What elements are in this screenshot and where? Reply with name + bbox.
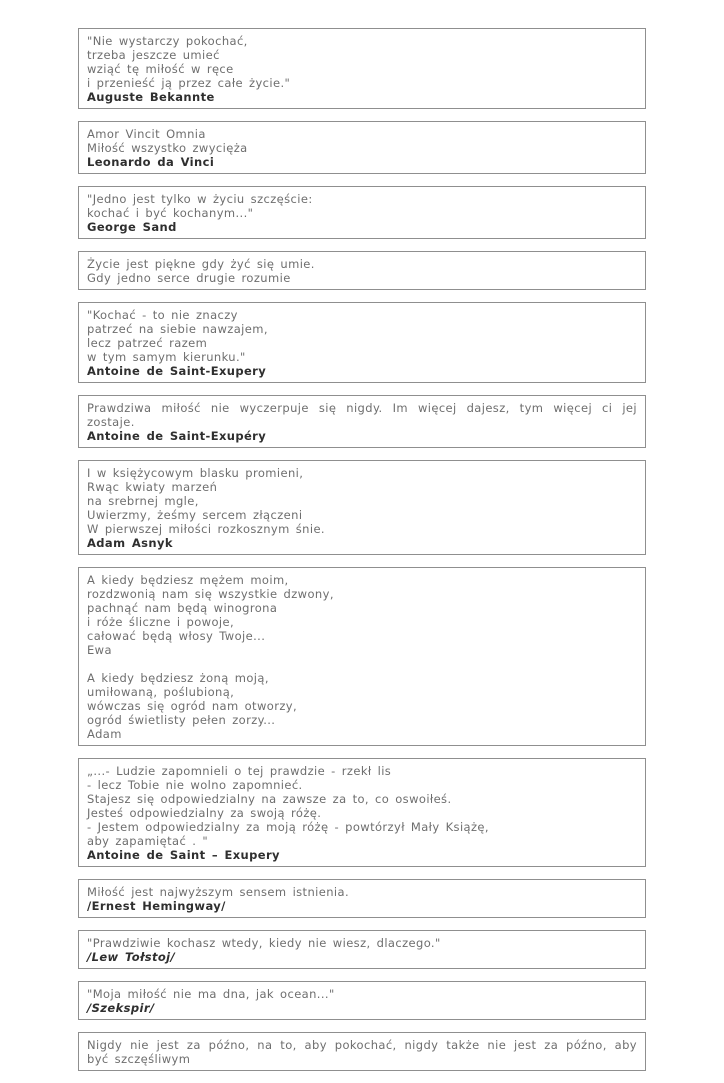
quote-line: wówczas się ogród nam otworzy, (87, 699, 298, 713)
quote-line: patrzeć na siebie nawzajem, (87, 322, 268, 336)
quote-line (87, 657, 637, 671)
quote-box (78, 879, 646, 918)
quote-author: Auguste Bekannte (87, 90, 215, 104)
quote-line: wziąć tę miłość w ręce (87, 62, 234, 76)
quote-line: "Prawdziwie kochasz wtedy, kiedy nie wiesz, dlaczego." (87, 936, 441, 950)
quote-line: trzeba jeszcze umieć (87, 48, 220, 62)
quote-box (78, 251, 646, 290)
quote-line: Nigdy nie jest za późno, na to, aby pokochać, nigdy także nie jest za późno, aby być szczęśliwym (87, 1038, 637, 1066)
quote-line: Gdy jedno serce drugie rozumie (87, 271, 291, 285)
quote-box (78, 28, 646, 109)
quote-box (78, 460, 646, 555)
quote-box (78, 758, 646, 867)
quote-line: "Jedno jest tylko w życiu szczęście: (87, 192, 313, 206)
quote-line: i róże śliczne i powoje, (87, 615, 235, 629)
quote-line: Życie jest piękne gdy żyć się umie. (87, 257, 315, 271)
quote-line: lecz patrzeć razem (87, 336, 208, 350)
quote-author: /Szekspir/ (87, 1001, 155, 1015)
quote-line: "Moja miłość nie ma dna, jak ocean..." (87, 987, 335, 1001)
quote-line: Miłość wszystko zwycięża (87, 141, 248, 155)
quote-line: i przenieść ją przez całe życie." (87, 76, 291, 90)
quote-list (78, 28, 646, 1083)
quote-line: Amor Vincit Omnia (87, 127, 206, 141)
quote-box (78, 121, 646, 174)
quote-box (78, 567, 646, 746)
quote-author: Adam Asnyk (87, 536, 173, 550)
quote-line: Prawdziwa miłość nie wyczerpuje się nigdy. Im więcej dajesz, tym więcej ci jej zostaje. (87, 401, 637, 429)
quote-line: umiłowaną, poślubioną, (87, 685, 235, 699)
quote-box (78, 981, 646, 1020)
quote-line: Stajesz się odpowiedzialny na zawsze za to, co oswoiłeś. (87, 792, 452, 806)
quote-author: Antoine de Saint – Exupery (87, 848, 280, 862)
quote-line: na srebrnej mgle, (87, 494, 199, 508)
quote-author: George Sand (87, 220, 177, 234)
quote-box (78, 395, 646, 448)
quote-line: aby zapamiętać . " (87, 834, 209, 848)
quote-line: - lecz Tobie nie wolno zapomnieć. (87, 778, 303, 792)
quote-line: A kiedy będziesz mężem moim, (87, 573, 289, 587)
quote-author: /Lew Tołstoj/ (87, 950, 176, 964)
quote-author: Antoine de Saint-Exupery (87, 364, 267, 378)
quote-line: w tym samym kierunku." (87, 350, 246, 364)
quote-line: Rwąc kwiaty marzeń (87, 480, 218, 494)
quote-line: Miłość jest najwyższym sensem istnienia. (87, 885, 350, 899)
quote-line: I w księżycowym blasku promieni, (87, 466, 304, 480)
quote-line: „...- Ludzie zapomnieli o tej prawdzie - rzekł lis (87, 764, 392, 778)
quote-line: "Nie wystarczy pokochać, (87, 34, 248, 48)
quote-author: /Ernest Hemingway/ (87, 899, 226, 913)
quote-line: kochać i być kochanym..." (87, 206, 254, 220)
quote-line: "Kochać - to nie znaczy (87, 308, 238, 322)
quote-line: rozdzwonią nam się wszystkie dzwony, (87, 587, 334, 601)
quote-line: pachnąć nam będą winogrona (87, 601, 278, 615)
quote-line: Adam (87, 727, 122, 741)
quote-box (78, 930, 646, 969)
quote-box (78, 1032, 646, 1071)
quote-box (78, 186, 646, 239)
quote-line: całować będą włosy Twoje... (87, 629, 266, 643)
quote-box (78, 302, 646, 383)
quote-author: Antoine de Saint-Exupéry (87, 429, 267, 443)
quote-line: Uwierzmy, żeśmy sercem złączeni (87, 508, 303, 522)
quote-line: A kiedy będziesz żoną moją, (87, 671, 269, 685)
quote-line: Ewa (87, 643, 112, 657)
quote-line: Jesteś odpowiedzialny za swoją różę. (87, 806, 322, 820)
quote-author: Leonardo da Vinci (87, 155, 215, 169)
quote-line: W pierwszej miłości rozkosznym śnie. (87, 522, 325, 536)
quote-line: - Jestem odpowiedzialny za moją różę - powtórzył Mały Książę, (87, 820, 489, 834)
quote-line: ogród świetlisty pełen zorzy... (87, 713, 276, 727)
